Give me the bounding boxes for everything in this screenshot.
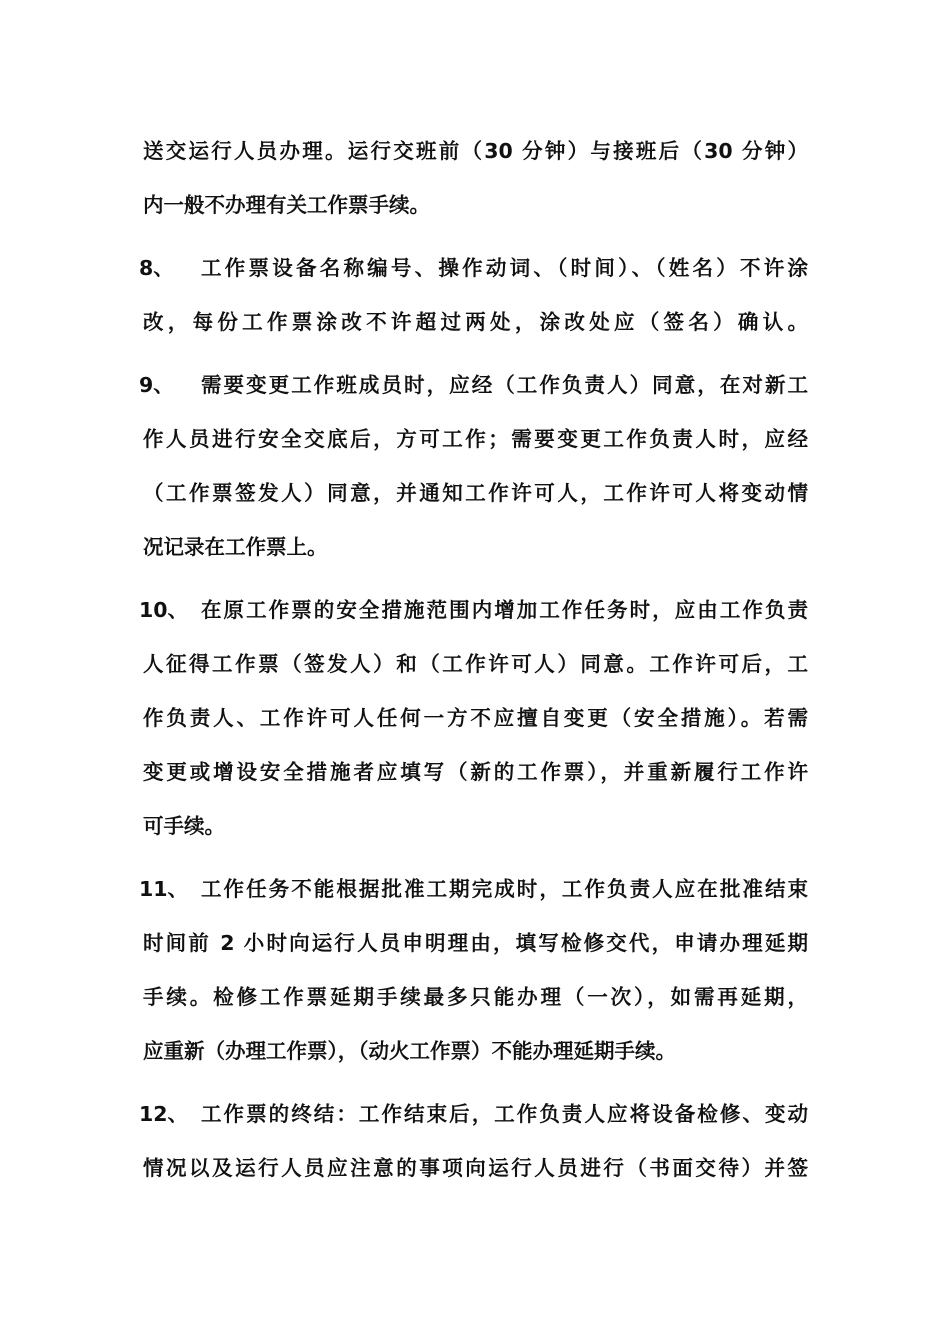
item-line: 人征得工作票（签发人）和（工作许可人）同意。工作许可后，工 bbox=[143, 652, 808, 676]
item-number: 9、 bbox=[139, 373, 174, 397]
item-line: 工作票的终结：工作结束后，工作负责人应将设备检修、变动 bbox=[201, 1102, 808, 1126]
item-line: 时间前 2 小时向运行人员申明理由，填写检修交代，申请办理延期 bbox=[143, 931, 808, 955]
item-line: 在原工作票的安全措施范围内增加工作任务时，应由工作负责 bbox=[201, 598, 808, 622]
item-line: 可手续。 bbox=[143, 814, 225, 838]
item-line: 变更或增设安全措施者应填写（新的工作票），并重新履行工作许 bbox=[143, 760, 808, 784]
item-line: 工作票设备名称编号、操作动词、（时间）、（姓名）不许涂 bbox=[201, 256, 808, 280]
item-line: 情况以及运行人员应注意的事项向运行人员进行（书面交待）并签 bbox=[143, 1156, 808, 1180]
item-line: 手续。检修工作票延期手续最多只能办理（一次），如需再延期， bbox=[143, 985, 808, 1009]
item-number: 12、 bbox=[139, 1102, 189, 1126]
item-line: 作负责人、工作许可人任何一方不应擅自变更（安全措施）。若需 bbox=[143, 706, 808, 730]
item-line: 应重新（办理工作票），（动火工作票）不能办理延期手续。 bbox=[143, 1039, 676, 1063]
item-line: （工作票签发人）同意，并通知工作许可人，工作许可人将变动情 bbox=[143, 481, 808, 505]
paragraph-line: 送交运行人员办理。运行交班前（30 分钟）与接班后（30 分钟） bbox=[143, 139, 808, 163]
item-number: 11、 bbox=[139, 877, 189, 901]
item-line: 工作任务不能根据批准工期完成时，工作负责人应在批准结束 bbox=[201, 877, 808, 901]
item-number: 10、 bbox=[139, 598, 189, 622]
item-line: 作人员进行安全交底后，方可工作；需要变更工作负责人时，应经 bbox=[143, 427, 808, 451]
item-line: 需要变更工作班成员时，应经（工作负责人）同意，在对新工 bbox=[201, 373, 808, 397]
paragraph-line: 内一般不办理有关工作票手续。 bbox=[143, 193, 430, 217]
item-line: 况记录在工作票上。 bbox=[143, 535, 328, 559]
item-line: 改，每份工作票涂改不许超过两处，涂改处应（签名）确认。 bbox=[143, 310, 808, 334]
item-number: 8、 bbox=[139, 256, 174, 280]
